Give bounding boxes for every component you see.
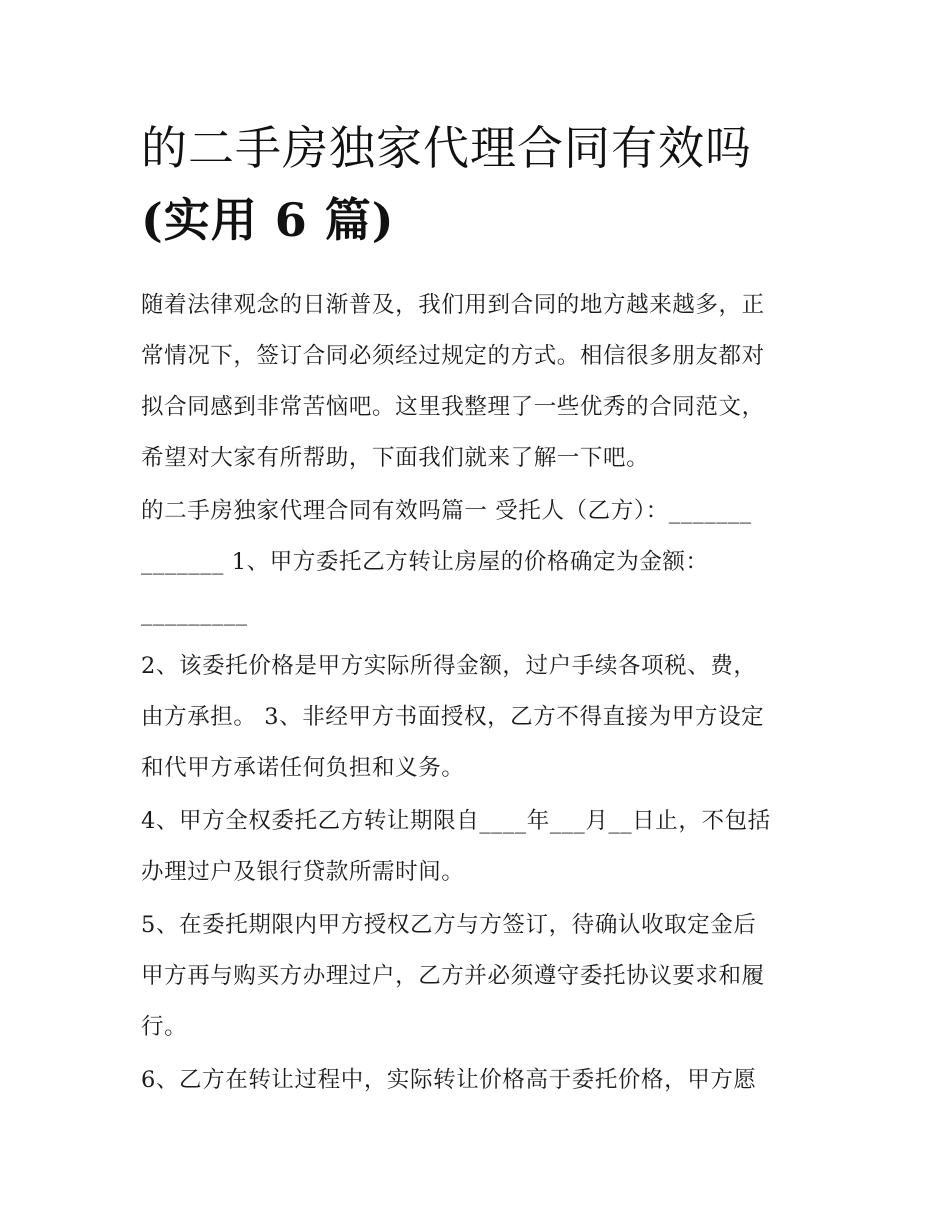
text-line: _______ 1、甲方委托乙方转让房屋的价格确定为金额：	[141, 549, 709, 575]
text-line: 甲方再与购买方办理过户，乙方并必须遵守委托协议要求和履	[141, 963, 765, 989]
text-line: 由方承担。 3、非经甲方书面授权，乙方不得直接为甲方设定	[141, 704, 765, 730]
text-line: 的二手房独家代理合同有效吗篇一 受托人（乙方）：_______	[141, 498, 752, 524]
text-line: 拟合同感到非常苦恼吧。这里我整理了一些优秀的合同范文，	[141, 394, 765, 420]
paragraph-intro	[141, 280, 816, 484]
document-title	[141, 112, 816, 256]
paragraph-article-2-3	[141, 641, 816, 794]
text-line: _________	[141, 600, 248, 626]
paragraph-article-1	[141, 486, 816, 639]
document-content	[141, 112, 816, 1108]
text-line: 希望对大家有所帮助，下面我们就来了解一下吧。	[141, 445, 650, 471]
paragraph-article-4	[141, 796, 816, 898]
text-line: 2、该委托价格是甲方实际所得金额，过户手续各项税、费，	[141, 653, 757, 679]
title-line: (实用 6 篇)	[141, 193, 395, 247]
paragraph-article-6	[141, 1055, 816, 1106]
text-line: 行。	[141, 1014, 188, 1040]
text-line: 办理过户及银行贷款所需时间。	[141, 859, 465, 885]
text-line: 6、乙方在转让过程中，实际转让价格高于委托价格，甲方愿	[141, 1067, 757, 1093]
text-line: 随着法律观念的日渐普及，我们用到合同的地方越来越多，正	[141, 292, 765, 318]
document-body	[141, 280, 816, 1106]
title-line: 的二手房独家代理合同有效吗	[141, 121, 752, 175]
text-line: 5、在委托期限内甲方授权乙方与方签订，待确认收取定金后	[141, 912, 757, 938]
text-line: 和代甲方承诺任何负担和义务。	[141, 755, 465, 781]
text-line: 常情况下，签订合同必须经过规定的方式。相信很多朋友都对	[141, 343, 765, 369]
text-line: 4、甲方全权委托乙方转让期限自____年___月__日止，不包括	[141, 808, 771, 834]
paragraph-article-5	[141, 900, 816, 1053]
